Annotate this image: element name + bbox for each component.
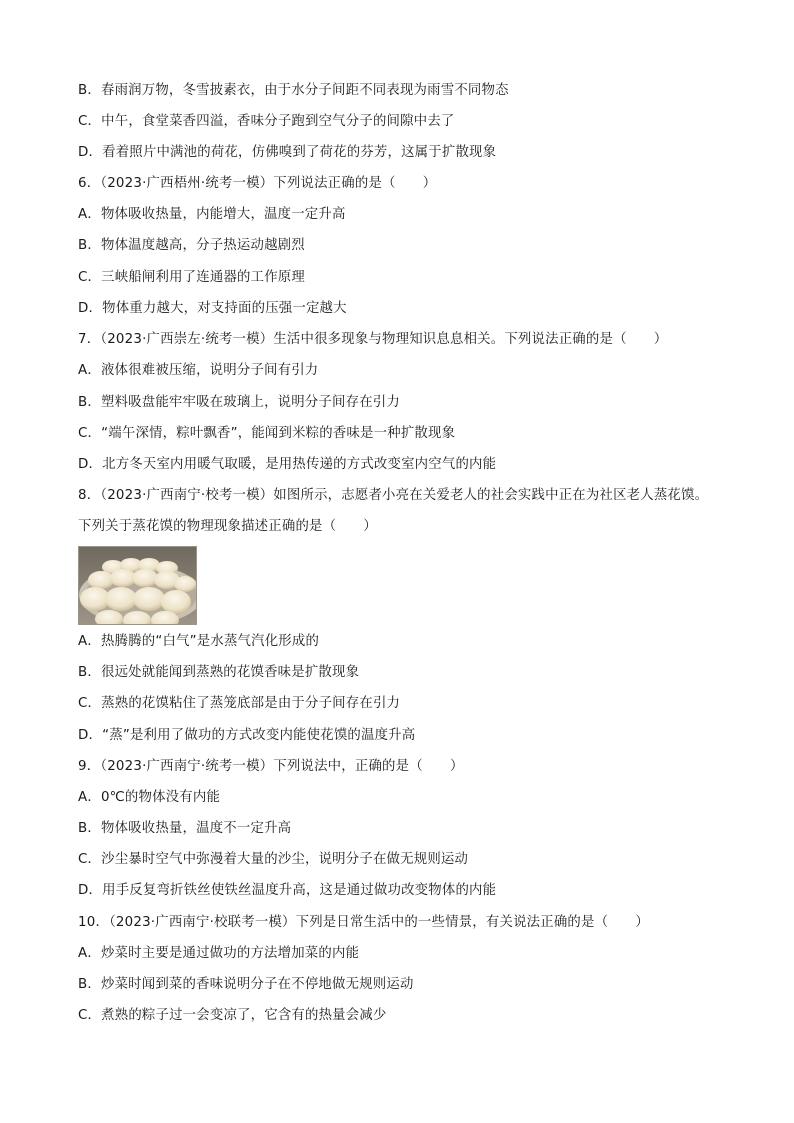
q9-option-b: B．物体吸收热量，温度不一定升高	[78, 821, 292, 836]
q8-option-b: B．很远处就能闻到蒸熟的花馍香味是扩散现象	[78, 665, 360, 680]
q10-stem: 10．（2023·广西南宁·校联考一模）下列是日常生活中的一些情景，有关说法正确的是（ ）	[78, 915, 649, 930]
q10-option-a: A．炒菜时主要是通过做功的方法增加菜的内能	[78, 946, 360, 961]
q8-stem-line-2: 下列关于蒸花馍的物理现象描述正确的是（ ）	[78, 519, 377, 534]
q6-option-a: A．物体吸收热量，内能增大，温度一定升高	[78, 207, 346, 222]
q6-option-c: C．三峡船闸利用了连通器的工作原理	[78, 270, 305, 285]
q9-option-c: C．沙尘暴时空气中弥漫着大量的沙尘，说明分子在做无规则运动	[78, 852, 469, 867]
steamed-buns-illustration	[79, 547, 196, 624]
q8-option-d: D．“蒸”是利用了做功的方式改变内能使花馍的温度升高	[78, 728, 416, 743]
q5-option-c: C．中午，食堂菜香四溢，香味分子跑到空气分子的间隙中去了	[78, 114, 455, 129]
q9-option-a: A．0℃的物体没有内能	[78, 790, 221, 805]
q5-option-d: D．看着照片中满池的荷花，仿佛嗅到了荷花的芬芳，这属于扩散现象	[78, 145, 497, 160]
q8-option-a: A．热腾腾的“白气”是水蒸气汽化形成的	[78, 634, 320, 649]
q5-option-b: B．春雨润万物，冬雪披素衣，由于水分子间距不同表现为雨雪不同物态	[78, 83, 509, 98]
q9-option-d: D．用手反复弯折铁丝使铁丝温度升高，这是通过做功改变物体的内能	[78, 883, 497, 898]
q7-option-a: A．液体很难被压缩，说明分子间有引力	[78, 363, 319, 378]
steamed-buns-photo	[78, 546, 197, 625]
q10-option-b: B．炒菜时闻到菜的香味说明分子在不停地做无规则运动	[78, 977, 414, 992]
q8-option-c: C．蒸熟的花馍粘住了蒸笼底部是由于分子间存在引力	[78, 696, 401, 711]
q7-stem: 7．（2023·广西崇左·统考一模）生活中很多现象与物理知识息息相关。下列说法正确的是（ ）	[78, 332, 668, 347]
q9-stem: 9．（2023·广西南宁·统考一模）下列说法中，正确的是（ ）	[78, 759, 464, 774]
q7-option-d: D．北方冬天室内用暖气取暖，是用热传递的方式改变室内空气的内能	[78, 457, 497, 472]
q6-stem: 6．（2023·广西梧州·统考一模）下列说法正确的是（ ）	[78, 176, 437, 191]
q8-stem-line-1: 8．（2023·广西南宁·校考一模）如图所示，志愿者小亮在关爱老人的社会实践中正在为社区老人蒸花馍。	[78, 488, 709, 503]
q10-option-c: C．煮熟的粽子过一会变凉了，它含有的热量会减少	[78, 1008, 387, 1023]
q6-option-b: B．物体温度越高，分子热运动越剧烈	[78, 238, 305, 253]
q7-option-c: C．“端午深情，粽叶飘香”，能闻到米粽的香味是一种扩散现象	[78, 426, 456, 441]
q6-option-d: D．物体重力越大，对支持面的压强一定越大	[78, 301, 347, 316]
q7-option-b: B．塑料吸盘能牢牢吸在玻璃上，说明分子间存在引力	[78, 395, 400, 410]
